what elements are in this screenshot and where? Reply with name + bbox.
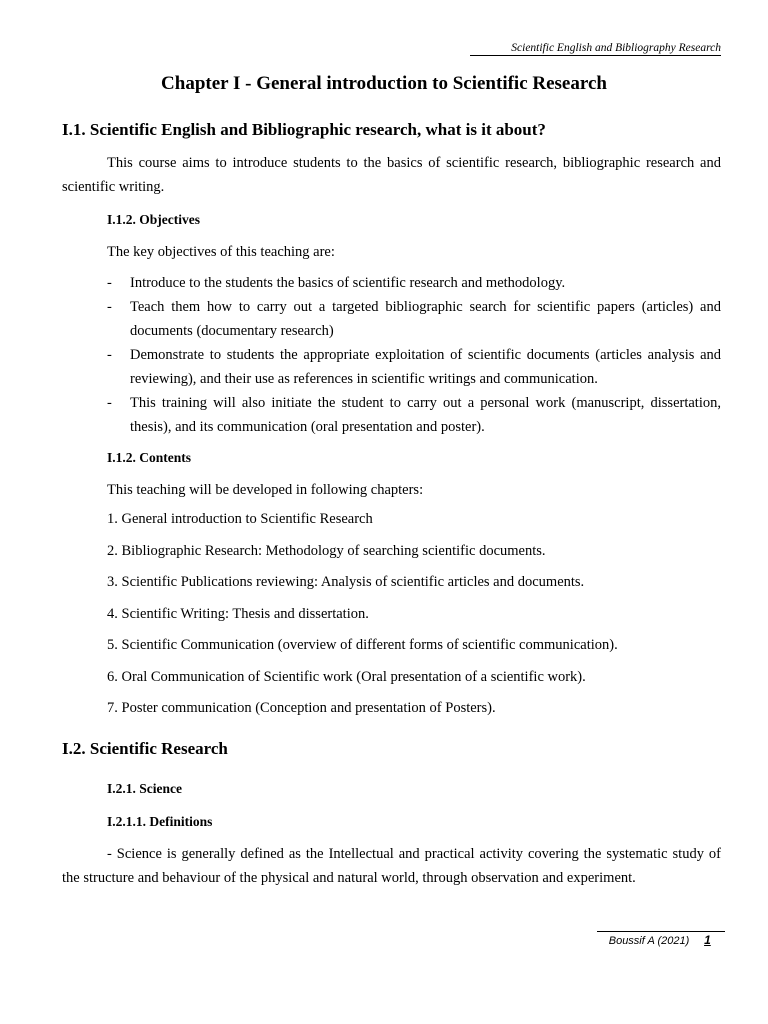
list-item: 7. Poster communication (Conception and presentation of Posters).: [107, 700, 496, 716]
page-footer: [597, 931, 725, 947]
definition-paragraph: - Science is generally defined as the Intellectual and practical activity covering the systematic study of the structure and behaviour of the physical and natural world, through observation and experiment.: [62, 845, 721, 886]
contents-lead: This teaching will be developed in following chapters:: [107, 482, 424, 498]
list-item: 3. Scientific Publications reviewing: Analysis of scientific articles and documents.: [107, 574, 585, 590]
section-heading-2: I.2. Scientific Research: [62, 738, 228, 758]
list-item: 2. Bibliographic Research: Methodology of searching scientific documents.: [107, 542, 546, 559]
page-body: [62, 120, 721, 890]
list-item: 6. Oral Communication of Scientific work (Oral presentation of a scientific work).: [107, 668, 586, 685]
objectives-list: [62, 271, 721, 439]
contents-heading: I.1.2. Contents: [107, 450, 192, 465]
intro-paragraph: This course aims to introduce students to the basics of scientific research, bibliographic research and scientific writing.: [62, 155, 721, 195]
list-item: - Introduce to the students the basics of scientific research and methodology.: [107, 275, 566, 291]
list-item: - Teach them how to carry out a targeted bibliographic search for scientific papers (articles) and documents (documentary research): [107, 299, 721, 339]
science-heading: I.2.1. Science: [107, 780, 182, 796]
definitions-heading: I.2.1.1. Definitions: [107, 813, 213, 829]
page-number: 1: [704, 933, 711, 947]
footer-author: Boussif A (2021): [608, 935, 690, 947]
list-item: 5. Scientific Communication (overview of different forms of scientific communication).: [107, 637, 618, 653]
list-item: 1. General introduction to Scientific Research: [107, 511, 373, 527]
objectives-lead: The key objectives of this teaching are:: [107, 244, 335, 260]
section-heading-1: I.1. Scientific English and Bibliographic research, what is it about?: [62, 120, 546, 139]
chapter-title: Chapter I - General introduction to Scientific Research: [161, 73, 607, 94]
running-header: Scientific English and Bibliography Research: [470, 42, 721, 56]
list-item: - This training will also initiate the student to carry out a personal work (manuscript, dissertation, thesis), and its communication (oral presentation and poster).: [107, 395, 721, 435]
chapters-list: [62, 504, 721, 725]
list-item: - Demonstrate to students the appropriate exploitation of scientific documents (articles analysis and reviewing), and their use as references in scientific writings and communication.: [107, 347, 721, 387]
objectives-heading: I.1.2. Objectives: [107, 212, 200, 227]
list-item: 4. Scientific Writing: Thesis and dissertation.: [107, 605, 369, 622]
